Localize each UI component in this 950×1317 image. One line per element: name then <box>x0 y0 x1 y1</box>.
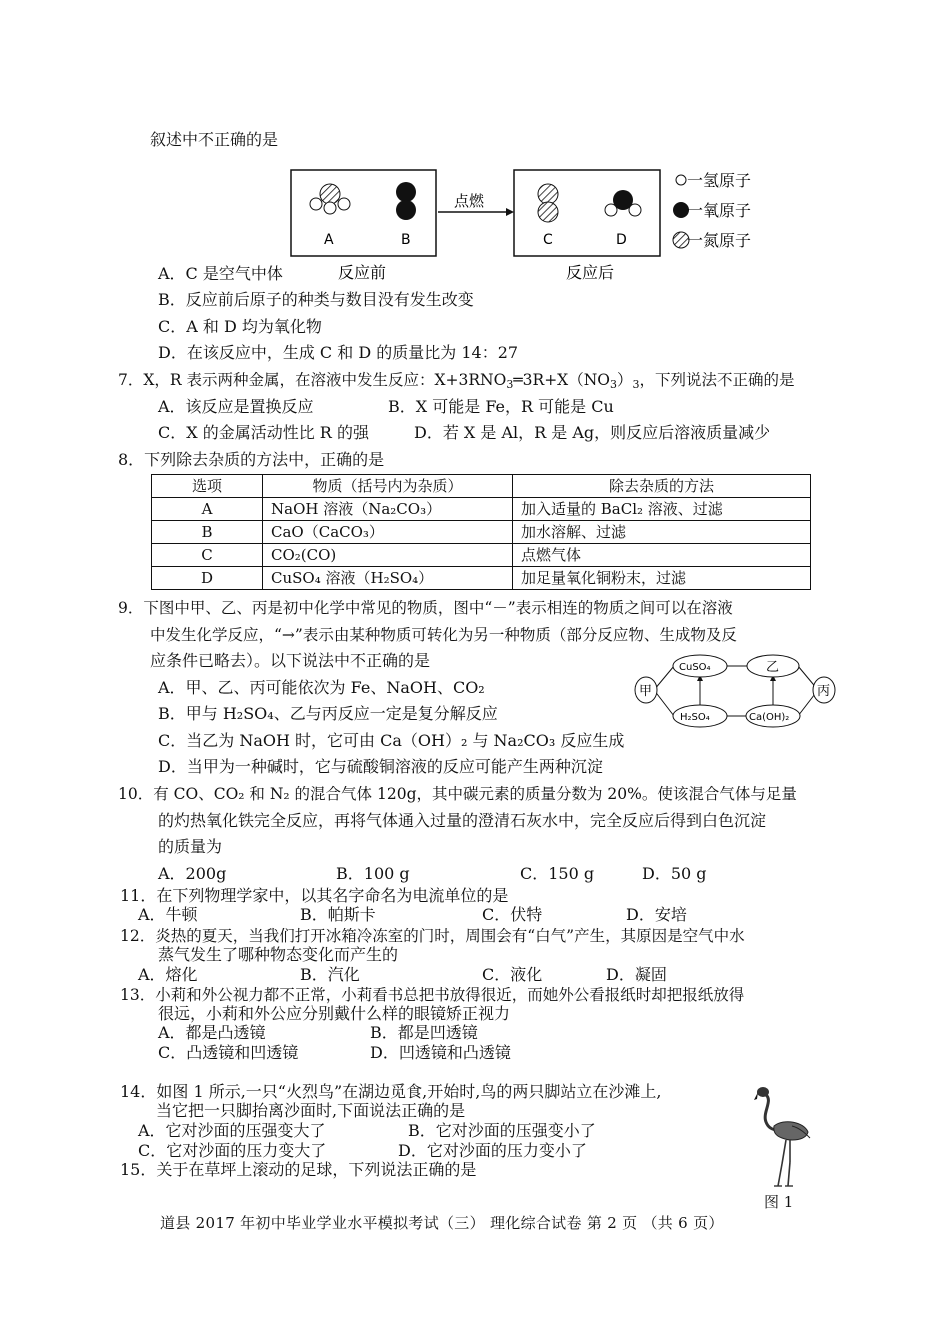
table-row: C CO₂(CO) 点燃气体 <box>152 544 811 567</box>
q10-option-d: D．50 g <box>642 864 707 883</box>
legend-o: 一氧原子 <box>687 201 752 220</box>
q6-reaction-diagram <box>288 164 768 284</box>
q10-line1: 10．有 CO、CO₂ 和 N₂ 的混合气体 120g，其中碳元素的质量分数为 20%。使该混合气体与足量 <box>118 785 797 803</box>
q10-line3: 的质量为 <box>158 837 223 856</box>
node-bing: 丙 <box>817 684 831 699</box>
molecule-a <box>310 184 350 214</box>
q9-line1: 9．下图中甲、乙、丙是初中化学中常见的物质，图中“－”表示相连的物质之间可以在溶液 <box>118 599 733 617</box>
legend-h: 一氢原子 <box>687 171 752 190</box>
q12-line2: 蒸气发生了哪种物态变化而产生的 <box>158 945 399 964</box>
q12-option-d: D．凝固 <box>606 965 667 984</box>
q12-option-b: B．汽化 <box>300 965 360 984</box>
node-caoh2: Ca(OH)₂ <box>749 712 790 723</box>
q12-option-a: A．熔化 <box>138 965 198 984</box>
molecule-c <box>538 184 558 222</box>
q14-option-c: C．它对沙面的压力变大了 <box>138 1141 327 1160</box>
table-header-row <box>152 475 811 498</box>
molecule-d <box>605 190 641 216</box>
q8-table <box>151 474 811 590</box>
q9-line3: 应条件已略去）。以下说法中不正确的是 <box>150 651 431 670</box>
node-cuso4: CuSO₄ <box>679 662 711 673</box>
molecule-b <box>396 182 416 220</box>
q9-option-c: C．当乙为 NaOH 时，它可由 Ca（OH）₂ 与 Na₂CO₃ 反应生成 <box>158 731 625 750</box>
label-b: B <box>401 232 411 248</box>
q11-option-c: C．伏特 <box>482 905 543 924</box>
q7-stem-post: ，下列说法不正确的是 <box>639 371 795 389</box>
header-option: 选项 <box>152 475 263 498</box>
q6-stem: 叙述中不正确的是 <box>150 130 279 149</box>
table-row: B CaO（CaCO₃） 加水溶解、过滤 <box>152 521 811 544</box>
after-label: 反应后 <box>566 263 615 282</box>
label-d: D <box>616 232 627 248</box>
q14-line2: 当它把一只脚抬离沙面时,下面说法正确的是 <box>156 1101 466 1120</box>
q7-option-c: C．X 的金属活动性比 R 的强 <box>158 423 369 442</box>
node-h2so4: H₂SO₄ <box>680 712 710 723</box>
q8-stem: 8．下列除去杂质的方法中，正确的是 <box>118 450 385 469</box>
header-substance: 物质（括号内为杂质） <box>263 475 513 498</box>
q14-option-b: B．它对沙面的压强变小了 <box>408 1121 596 1140</box>
q7-stem: 7．X，R 表示两种金属，在溶液中发生反应：$X+3RNO_3═3R+X(NO_3)_3$，下列说法不正确的是 <box>118 371 795 391</box>
fig1-label: 图 1 <box>764 1193 794 1211</box>
before-label: 反应前 <box>338 263 387 282</box>
page-footer: 道县 2017 年初中毕业学业水平模拟考试（三） 理化综合试卷 第 2 页 （共 6 页） <box>160 1214 724 1232</box>
flamingo-figure <box>748 1082 818 1192</box>
arrow-label: 点燃 <box>454 192 485 210</box>
q6-option-a: A．C 是空气中体 <box>158 264 283 283</box>
q14-option-d: D．它对沙面的压力变小了 <box>398 1141 587 1160</box>
q13-option-b: B．都是凹透镜 <box>370 1023 478 1042</box>
q7-option-b: B．X 可能是 Fe，R 可能是 Cu <box>388 397 614 416</box>
label-a: A <box>324 232 334 248</box>
q7-option-d: D．若 X 是 Al，R 是 Ag，则反应后溶液质量减少 <box>414 423 771 442</box>
q15-stem: 15．关于在草坪上滚动的足球，下列说法正确的是 <box>120 1160 477 1179</box>
table-row: A NaOH 溶液（Na₂CO₃） 加入适量的 BaCl₂ 溶液、过滤 <box>152 498 811 521</box>
q12-option-c: C．液化 <box>482 965 543 984</box>
q10-line2: 的灼热氧化铁完全反应，再将气体通入过量的澄清石灰水中，完全反应后得到白色沉淀 <box>158 811 767 830</box>
q13-option-a: A．都是凸透镜 <box>158 1023 266 1042</box>
q9-option-a: A．甲、乙、丙可能依次为 Fe、NaOH、CO₂ <box>158 678 485 697</box>
legend-n: 一氮原子 <box>687 231 752 250</box>
q9-option-b: B．甲与 H₂SO₄、乙与丙反应一定是复分解反应 <box>158 704 498 723</box>
q10-option-c: C．150 g <box>520 864 595 883</box>
q7-option-a: A．该反应是置换反应 <box>158 397 314 416</box>
q7-stem-pre: 7．X，R 表示两种金属，在溶液中发生反应：X+3RNO <box>118 371 507 389</box>
label-c: C <box>543 232 553 248</box>
header-method: 除去杂质的方法 <box>513 475 811 498</box>
q6-option-c: C．A 和 D 均为氧化物 <box>158 317 322 336</box>
q11-option-a: A．牛顿 <box>138 905 198 924</box>
q11-option-b: B．帕斯卡 <box>300 905 376 924</box>
q6-option-b: B．反应前后原子的种类与数目没有发生改变 <box>158 290 474 309</box>
q14-option-a: A．它对沙面的压强变大了 <box>138 1121 326 1140</box>
q13-line1: 13．小莉和外公视力都不正常，小莉看书总把书放得很近，而她外公看报纸时却把报纸放得 <box>120 986 745 1004</box>
node-jia: 甲 <box>639 684 653 699</box>
node-yi: 乙 <box>766 660 780 675</box>
q11-stem: 11．在下列物理学家中，以其名字命名为电流单位的是 <box>120 886 509 905</box>
q12-line1: 12．炎热的夏天，当我们打开冰箱冷冻室的门时，周围会有“白气”产生，其原因是空气中水 <box>120 927 745 945</box>
q13-option-d: D．凹透镜和凸透镜 <box>370 1043 511 1062</box>
q9-relation-diagram <box>632 650 836 730</box>
q13-option-c: C．凸透镜和凹透镜 <box>158 1043 299 1062</box>
table-row: D CuSO₄ 溶液（H₂SO₄） 加足量氧化铜粉末，过滤 <box>152 567 811 590</box>
q14-line1: 14．如图 1 所示,一只“火烈鸟”在湖边觅食,开始时,鸟的两只脚站立在沙滩上, <box>120 1082 662 1101</box>
q13-line2: 很远，小莉和外公应分别戴什么样的眼镜矫正视力 <box>158 1004 511 1023</box>
q9-option-d: D．当甲为一种碱时，它与硫酸铜溶液的反应可能产生两种沉淀 <box>158 757 603 776</box>
q9-line2: 中发生化学反应，“→”表示由某种物质可转化为另一种物质（部分反应物、生成物及反 <box>150 626 737 644</box>
q10-option-a: A．200g <box>158 864 227 883</box>
q7-stem-mid: ═3R+X（NO <box>513 371 610 389</box>
q10-option-b: B．100 g <box>336 864 410 883</box>
q6-option-d: D．在该反应中，生成 C 和 D 的质量比为 14：27 <box>158 343 519 362</box>
q11-option-d: D．安培 <box>626 905 687 924</box>
